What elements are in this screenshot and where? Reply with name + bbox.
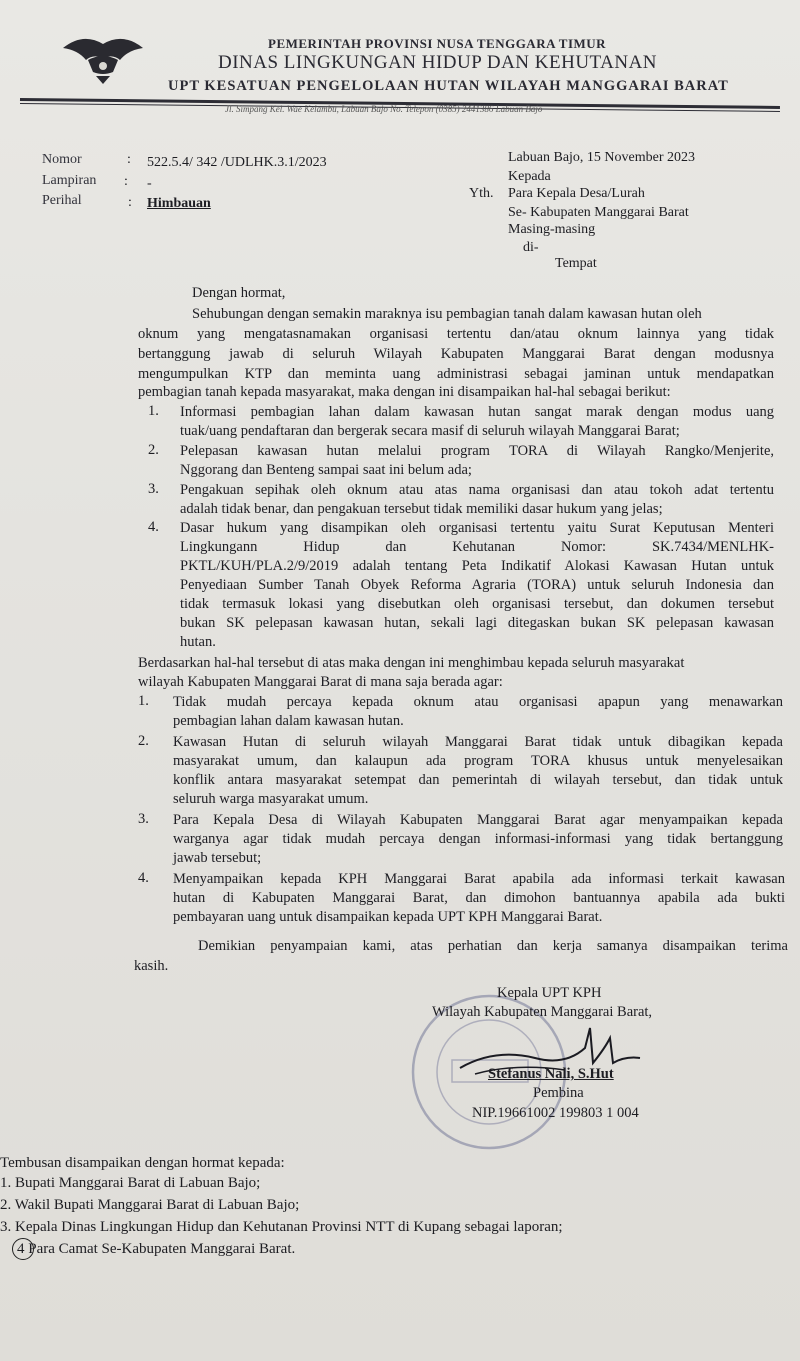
intro-line: oknum yang mengatasnamakan organisasi tertentu dan/atau oknum lainnya yang tidak (138, 326, 774, 342)
appeal2-line: konflik antara masyarakat setempat dan pemerintah di wilayah tersebut, dan tidak untuk (173, 772, 783, 788)
recipient-tempat: Tempat (555, 256, 597, 271)
perihal-value: Himbauan (147, 196, 211, 211)
letterhead-address: Jl. Simpang Kel. Wae Kelambu, Labuan Bajo No. Telepon (0385) 2441386 Labuan Bajo (225, 104, 543, 114)
signatory-nip: NIP.19661002 199803 1 004 (472, 1105, 639, 1121)
appeal3-line: Para Kepala Desa di Wilayah Kabupaten Manggarai Barat agar menyampaikan kepada (173, 812, 783, 828)
lampiran-label: Lampiran (42, 173, 97, 188)
letterhead-agency: DINAS LINGKUNGAN HIDUP DAN KEHUTANAN (218, 52, 658, 73)
salutation: Dengan hormat, (192, 285, 286, 301)
appeal1-line: Tidak mudah percaya kepada oknum atau organisasi apapun yang menawarkan (173, 694, 783, 710)
appeal3-line: warganya agar tidak mudah percaya dengan informasi-informasi yang tidak bertanggung (173, 831, 783, 847)
middle-line: Berdasarkan hal-hal tersebut di atas maka dengan ini menghimbau kepada seluruh masyarakat (138, 655, 685, 671)
appeal1-line: pembagian lahan dalam kawasan hutan. (173, 713, 404, 729)
point3-line: adalah tidak benar, dan pengakuan tersebut tidak memiliki dasar hukum yang jelas; (180, 501, 663, 517)
nomor-label: Nomor (42, 152, 82, 167)
appeal2-line: Kawasan Hutan di seluruh wilayah Manggarai Barat tidak untuk dibagikan kepada (173, 734, 783, 750)
cc-heading: Tembusan disampaikan dengan hormat kepada: (0, 1155, 285, 1171)
signatory-title: Kepala UPT KPH (497, 985, 602, 1001)
letterhead-government: PEMERINTAH PROVINSI NUSA TENGGARA TIMUR (268, 36, 607, 51)
closing-line: kasih. (134, 958, 169, 974)
middle-line: wilayah Kabupaten Manggarai Barat di mana saja berada agar: (138, 674, 503, 690)
nomor-colon: : (127, 152, 131, 167)
appeal4-line: hutan di Kabupaten Manggarai Barat, dan dimohon bantuannya apabila ada bukti (173, 890, 785, 906)
point2-number: 2. (148, 442, 159, 458)
point4-line: PKTL/KUH/PLA.2/9/2019 adalah tentang Peta Indikatif Alokasi Kawasan Hutan untuk (180, 558, 774, 574)
appeal2-number: 2. (138, 733, 149, 749)
signatory-rank: Pembina (533, 1085, 584, 1101)
recipient-di: di- (523, 240, 539, 255)
yth-label: Yth. (469, 186, 494, 201)
point4-line: hutan. (180, 634, 216, 650)
point3-number: 3. (148, 481, 159, 497)
perihal-colon: : (128, 195, 132, 210)
perihal-label: Perihal (42, 193, 82, 208)
intro-line: pembagian tanah kepada masyarakat, maka dengan ini disampaikan hal-hal sebagai berikut: (138, 384, 671, 400)
recipient-line2: Se- Kabupaten Manggarai Barat (508, 205, 689, 220)
closing-line: Demikian penyampaian kami, atas perhatian dan kerja samanya disampaikan terima (198, 938, 788, 954)
lampiran-value: - (147, 176, 152, 191)
point3-line: Pengakuan sepihak oleh oknum atau atas nama organisasi dan atau tokoh adat tertentu (180, 482, 774, 498)
point2-line: Pelepasan kawasan hutan melalui program TORA di Wilayah Rangko/Menjerite, (180, 443, 774, 459)
nomor-value: 522.5.4/ 342 /UDLHK.3.1/2023 (147, 155, 327, 170)
appeal2-line: masyarakat umum, dan kalaupun ada program TORA khusus untuk menyelesaikan (173, 753, 783, 769)
point4-line: Dasar hukum yang disampikan oleh organisasi tertentu yaitu Surat Keputusan Menteri (180, 520, 774, 536)
cc-item: 2. Wakil Bupati Manggarai Barat di Labuan Bajo; (0, 1197, 300, 1213)
point1-line: Informasi pembagian lahan dalam kawasan hutan sangat marak dengan modus uang (180, 404, 774, 420)
lampiran-colon: : (124, 174, 128, 189)
point4-line: bukan SK pelepasan kawasan hutan, sekali lagi ditegaskan bukan SK pelepasan kawasan (180, 615, 774, 631)
cc-item: 4 Para Camat Se-Kabupaten Manggarai Barat. (17, 1241, 296, 1257)
appeal4-number: 4. (138, 870, 149, 886)
appeal1-number: 1. (138, 693, 149, 709)
recipient-line1: Para Kepala Desa/Lurah (508, 186, 645, 201)
appeal4-line: pembayaran uang untuk disampaikan kepada UPT KPH Manggarai Barat. (173, 909, 603, 925)
appeal3-number: 3. (138, 811, 149, 827)
recipient-line3: Masing-masing (508, 222, 596, 237)
point4-number: 4. (148, 519, 159, 535)
point4-line: tidak termasuk lokasi yang disebutkan oleh organisasi tersebut, dan dokumen tersebut (180, 596, 774, 612)
point4-line: Lingkungann Hidup dan Kehutanan Nomor: SK.7434/MENLHK- (180, 539, 774, 555)
garuda-emblem-icon (58, 30, 148, 90)
intro-line: Sehubungan dengan semakin maraknya isu pembagian tanah dalam kawasan hutan oleh (192, 306, 702, 322)
signatory-office: Wilayah Kabupaten Manggarai Barat, (432, 1004, 653, 1020)
signatory-name: Stefanus Nali, S.Hut (488, 1066, 614, 1082)
appeal3-line: jawab tersebut; (173, 850, 262, 866)
point1-number: 1. (148, 403, 159, 419)
kepada-label: Kepada (508, 169, 551, 184)
point1-line: tuak/uang pendaftaran dan bergerak secara masif di seluruh wilayah Manggarai Barat; (180, 423, 680, 439)
letterhead-unit: UPT KESATUAN PENGELOLAAN HUTAN WILAYAH MANGGARAI BARAT (168, 78, 729, 94)
point2-line: Nggorang dan Benteng sampai saat ini belum ada; (180, 462, 472, 478)
intro-line: bertanggung jawab di seluruh Wilayah Kabupaten Manggarai Barat dengan modusnya (138, 346, 774, 362)
handwritten-circle-mark (12, 1238, 34, 1260)
appeal2-line: seluruh warga masyarakat umum. (173, 791, 369, 807)
place-date: Labuan Bajo, 15 November 2023 (508, 150, 696, 165)
appeal4-line: Menyampaikan kepada KPH Manggarai Barat apabila ada informasi terkait kawasan (173, 871, 785, 887)
intro-line: mengumpulkan KTP dan meminta uang administrasi sebagai jaminan untuk mendapatkan (138, 366, 774, 382)
cc-item: 3. Kepala Dinas Lingkungan Hidup dan Kehutanan Provinsi NTT di Kupang sebagai laporan; (0, 1219, 563, 1235)
cc-item: 1. Bupati Manggarai Barat di Labuan Bajo; (0, 1175, 261, 1191)
point4-line: Penyediaan Sumber Tanah Obyek Reforma Agraria (TORA) untuk seluruh Indonesia dan (180, 577, 774, 593)
